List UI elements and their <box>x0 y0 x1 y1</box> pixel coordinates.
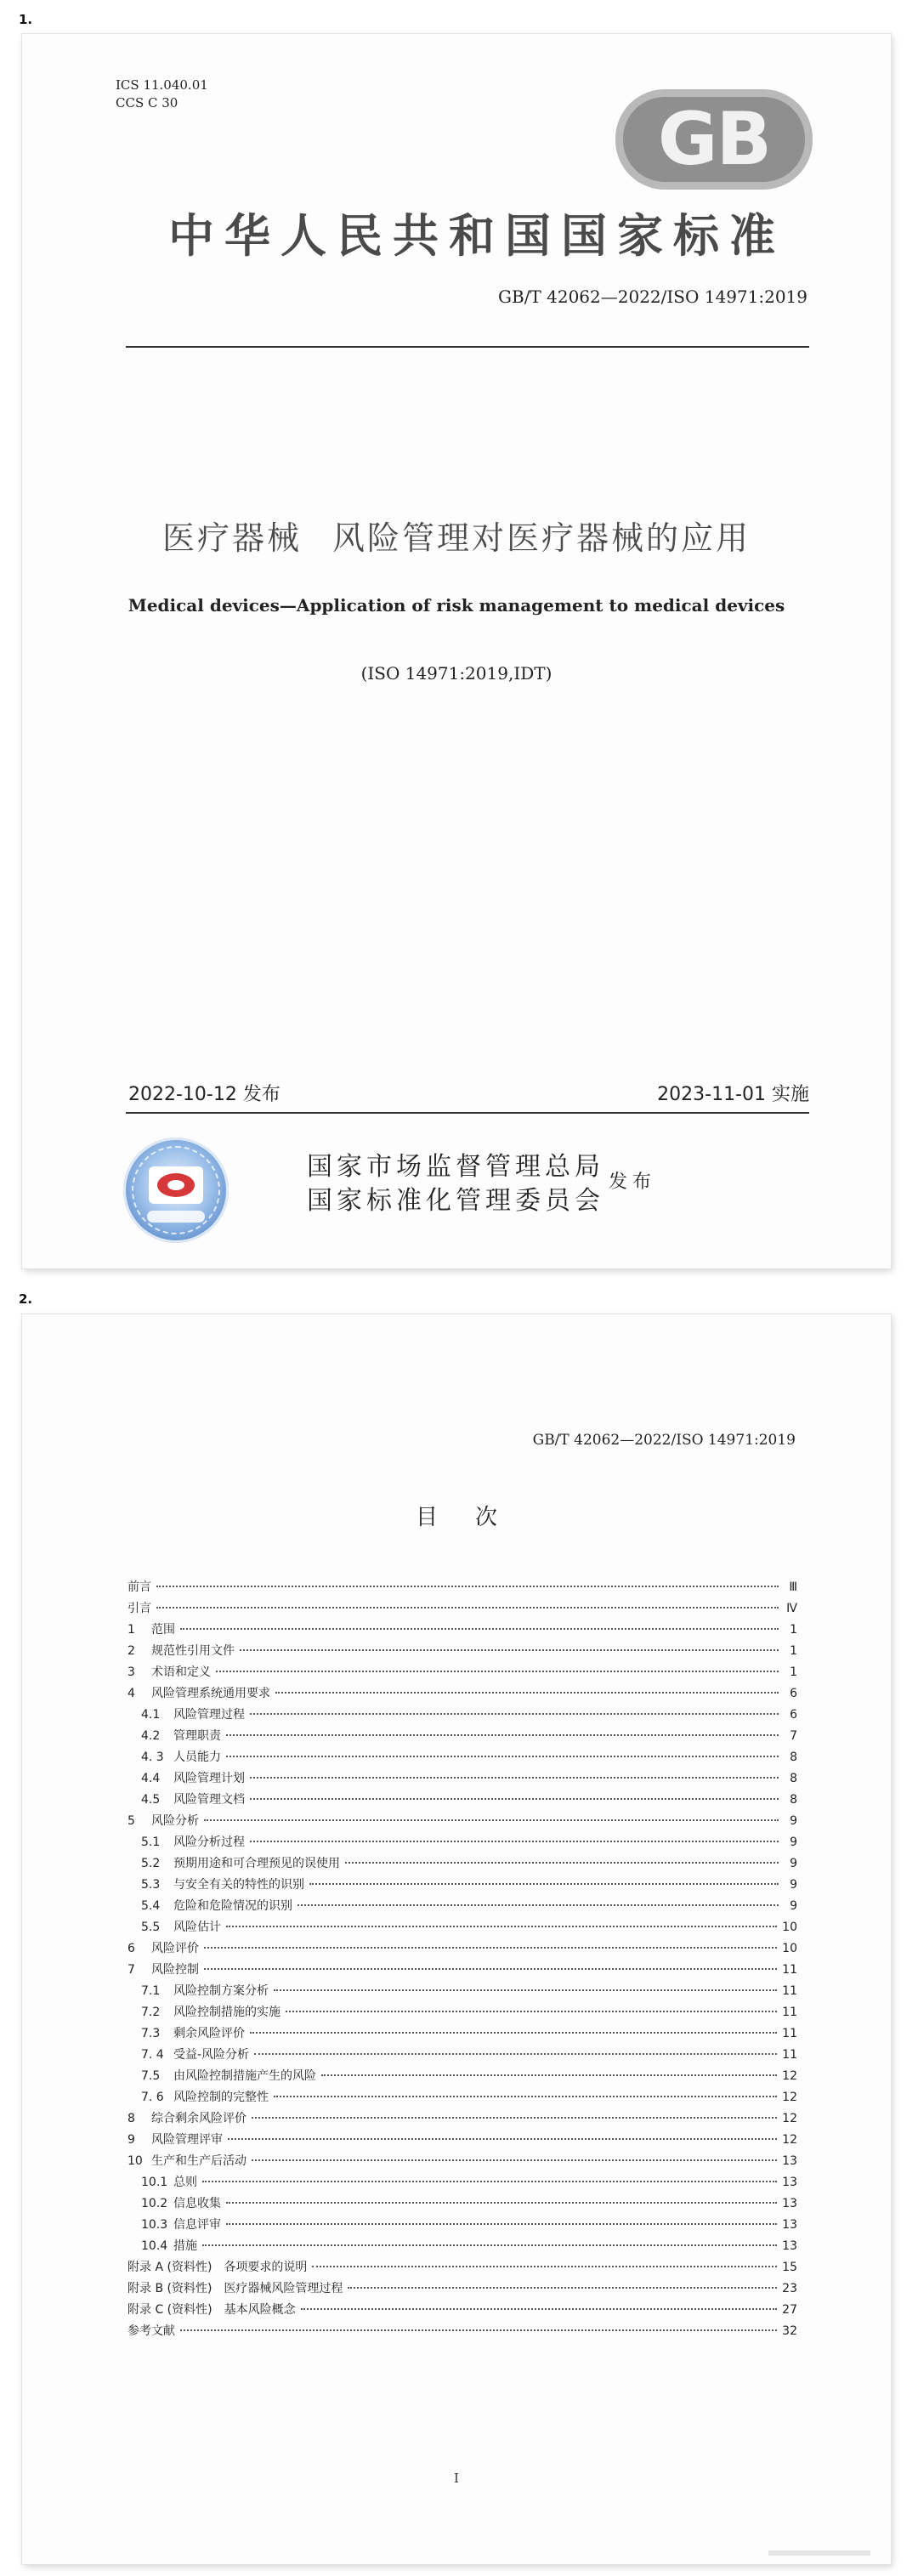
toc-leader-dots <box>250 1777 779 1779</box>
toc-entry-page: 13 <box>782 2218 797 2232</box>
toc-entry[interactable] <box>128 2322 797 2343</box>
toc-leader-dots <box>226 2202 777 2204</box>
toc-entry[interactable] <box>128 2109 797 2131</box>
toc-entry-label: 措施 <box>173 2239 197 2253</box>
toc-leader-dots <box>309 1883 779 1885</box>
toc-entry-number: 7.5 <box>141 2069 161 2083</box>
toc-entry-label: 参考文献 <box>128 2324 175 2338</box>
toc-leader-dots <box>250 1713 779 1715</box>
toc-leader-dots <box>301 2308 778 2310</box>
toc-entry-page: 1 <box>790 1665 797 1679</box>
toc-entry[interactable] <box>128 1982 797 2003</box>
toc-entry-label: 生产和生产后活动 <box>151 2154 246 2168</box>
toc-entry-page: Ⅲ <box>789 1580 797 1594</box>
toc-entry-number: 2 <box>128 1644 135 1658</box>
toc-entry-label: 前言 <box>128 1580 151 1594</box>
toc-leader-dots <box>312 2266 777 2267</box>
toc-entry-number: 4. 3 <box>141 1750 164 1764</box>
publisher-line-1: 国家市场监督管理总局 <box>307 1152 604 1182</box>
toc-leader-dots <box>240 1649 779 1651</box>
toc-entry[interactable] <box>128 1684 797 1705</box>
toc-leader-dots <box>250 1841 779 1842</box>
table-of-contents <box>128 1578 797 2343</box>
toc-entry-number: 7 <box>128 1963 135 1977</box>
toc-entry-page: 11 <box>782 2027 797 2040</box>
title-part-2: 风险管理对医疗器械的应用 <box>332 519 751 557</box>
toc-leader-dots <box>204 1819 779 1821</box>
page-label-2: 2. <box>19 1291 33 1307</box>
toc-entry-label: 风险管理评审 <box>151 2133 223 2147</box>
toc-entry-page: 15 <box>782 2261 797 2274</box>
toc-entry[interactable] <box>128 2194 797 2216</box>
toc-entry[interactable] <box>128 2301 797 2322</box>
implementation-date: 2023-11-01 实施 <box>657 1084 809 1105</box>
issue-date: 2022-10-12 发布 <box>128 1084 280 1105</box>
toc-leader-dots <box>275 1692 779 1694</box>
toc-leader-dots <box>226 1734 779 1736</box>
toc-entry-page: 9 <box>790 1899 797 1913</box>
toc-leader-dots <box>345 1862 779 1864</box>
bottom-divider <box>126 1112 809 1114</box>
toc-entry-number: 5.5 <box>141 1921 161 1934</box>
toc-entry-label: 风险评价 <box>151 1942 199 1955</box>
toc-entry-label: 危险和危险情况的识别 <box>173 1899 292 1913</box>
gb-logo <box>615 89 813 190</box>
toc-entry-number: 5.2 <box>141 1857 161 1870</box>
toc-entry-label: 风险管理系统通用要求 <box>151 1687 270 1700</box>
toc-entry-page: 13 <box>782 2176 797 2189</box>
toc-leader-dots <box>204 1968 777 1970</box>
toc-entry-number: 5 <box>128 1814 135 1828</box>
toc-entry-number: 1 <box>128 1623 135 1637</box>
toc-entry-number: 10 <box>128 2154 143 2168</box>
toc-entry[interactable] <box>128 2152 797 2173</box>
toc-leader-dots <box>252 2159 777 2161</box>
toc-entry-page: 13 <box>782 2197 797 2210</box>
toc-entry-label: 附录 B (资料性) 医疗器械风险管理过程 <box>128 2282 343 2295</box>
document-title-cn <box>22 512 891 559</box>
toc-standard-number: GB/T 42062—2022/ISO 14971:2019 <box>532 1432 796 1449</box>
toc-entry[interactable] <box>128 1727 797 1748</box>
toc-entry-number: 5.1 <box>141 1836 161 1849</box>
toc-entry-label: 风险管理计划 <box>173 1772 245 1785</box>
toc-entry[interactable] <box>128 2216 797 2237</box>
toc-entry-number: 4.4 <box>141 1772 161 1785</box>
toc-entry-page: 13 <box>782 2239 797 2253</box>
toc-entry[interactable] <box>128 2024 797 2045</box>
ccs-code: CCS C 30 <box>116 95 178 111</box>
toc-leader-dots <box>254 2053 777 2055</box>
toc-entry-number: 10.3 <box>141 2218 168 2232</box>
toc-entry[interactable] <box>128 2131 797 2152</box>
toc-entry-label: 风险控制的完整性 <box>173 2091 269 2104</box>
toc-entry-page: 11 <box>782 2048 797 2062</box>
toc-entry-number: 9 <box>128 2133 135 2147</box>
toc-entry-page: 23 <box>782 2282 797 2295</box>
document-title-en: Medical devices—Application of risk management to medical devices <box>128 595 785 616</box>
toc-page <box>22 1314 891 2564</box>
toc-entry-page: 8 <box>790 1772 797 1785</box>
toc-entry-label: 人员能力 <box>173 1750 221 1764</box>
toc-entry-number: 10.2 <box>141 2197 168 2210</box>
page-number: I <box>454 2471 459 2486</box>
toc-entry[interactable] <box>128 1642 797 1663</box>
toc-entry[interactable] <box>128 1833 797 1854</box>
toc-entry-number: 5.3 <box>141 1878 161 1892</box>
toc-leader-dots <box>274 1989 777 1991</box>
toc-leader-dots <box>180 1628 779 1630</box>
standard-number: GB/T 42062—2022/ISO 14971:2019 <box>498 287 808 307</box>
toc-entry-label: 范围 <box>151 1623 175 1637</box>
toc-heading: 目次 <box>415 1505 535 1530</box>
toc-entry-label: 风险管理文档 <box>173 1793 245 1807</box>
page-label-1: 1. <box>19 12 33 27</box>
toc-entry-page: 11 <box>782 1963 797 1977</box>
toc-leader-dots <box>252 2117 777 2119</box>
toc-entry-page: 12 <box>782 2069 797 2083</box>
toc-entry-label: 风险控制方案分析 <box>173 1984 269 1998</box>
toc-entry-page: 9 <box>790 1836 797 1849</box>
toc-entry-page: 10 <box>782 1942 797 1955</box>
toc-entry-page: 8 <box>790 1793 797 1807</box>
toc-leader-dots <box>226 1756 779 1757</box>
toc-entry-page: 10 <box>782 1921 797 1934</box>
toc-entry-label: 由风险控制措施产生的风险 <box>173 2069 316 2083</box>
toc-entry[interactable] <box>128 1620 797 1642</box>
toc-entry-number: 3 <box>128 1665 135 1679</box>
toc-leader-dots <box>156 1607 779 1609</box>
toc-entry-label: 术语和定义 <box>151 1665 211 1679</box>
toc-leader-dots <box>204 1947 777 1949</box>
toc-entry[interactable] <box>128 1663 797 1684</box>
toc-entry-label: 剩余风险评价 <box>173 2027 245 2040</box>
toc-entry-page: 1 <box>790 1644 797 1658</box>
toc-entry[interactable] <box>128 1578 797 1599</box>
toc-entry[interactable] <box>128 2237 797 2258</box>
toc-entry[interactable] <box>128 2045 797 2067</box>
anti-counterfeit-seal-icon <box>123 1138 229 1243</box>
toc-entry-number: 7.3 <box>141 2027 161 2040</box>
toc-leader-dots <box>228 2138 777 2140</box>
publish-word: 发布 <box>609 1172 657 1193</box>
toc-entry-label: 风险控制措施的实施 <box>173 2006 280 2019</box>
toc-entry-number: 7. 4 <box>141 2048 164 2062</box>
toc-entry-number: 4.1 <box>141 1708 161 1722</box>
toc-entry-page: 9 <box>790 1857 797 1870</box>
toc-entry[interactable] <box>128 1960 797 1982</box>
toc-entry-number: 10.4 <box>141 2239 168 2253</box>
toc-entry[interactable] <box>128 1875 797 1897</box>
toc-entry-label: 规范性引用文件 <box>151 1644 235 1658</box>
toc-entry-label: 信息评审 <box>173 2218 221 2232</box>
toc-entry[interactable] <box>128 2088 797 2109</box>
toc-entry-label: 风险控制 <box>151 1963 199 1977</box>
toc-entry-page: 13 <box>782 2154 797 2168</box>
cover-page <box>22 34 891 1268</box>
iso-reference: (ISO 14971:2019,IDT) <box>360 663 552 684</box>
toc-entry-label: 受益-风险分析 <box>173 2048 250 2062</box>
ics-code: ICS 11.040.01 <box>116 77 208 93</box>
toc-entry-label: 风险估计 <box>173 1921 221 1934</box>
toc-entry-page: 7 <box>790 1729 797 1743</box>
toc-entry[interactable] <box>128 1918 797 1939</box>
toc-entry-label: 附录 A (资料性) 各项要求的说明 <box>128 2261 308 2274</box>
top-divider <box>126 346 809 348</box>
toc-leader-dots <box>321 2074 777 2076</box>
toc-entry-page: 6 <box>790 1687 797 1700</box>
toc-entry[interactable] <box>128 2173 797 2194</box>
toc-entry-page: 11 <box>782 2006 797 2019</box>
toc-leader-dots <box>202 2244 777 2246</box>
toc-entry-page: 27 <box>782 2303 797 2317</box>
toc-entry[interactable] <box>128 1812 797 1833</box>
toc-leader-dots <box>216 1671 779 1672</box>
toc-entry-label: 信息收集 <box>173 2197 221 2210</box>
toc-entry-label: 风险管理过程 <box>173 1708 245 1722</box>
toc-leader-dots <box>226 2223 777 2225</box>
toc-leader-dots <box>298 1904 779 1906</box>
toc-entry-page: 9 <box>790 1878 797 1892</box>
title-part-1: 医疗器械 <box>162 519 302 557</box>
classification-codes <box>116 77 208 112</box>
toc-entry[interactable] <box>128 1939 797 1960</box>
toc-entry[interactable] <box>128 1769 797 1790</box>
toc-leader-dots <box>156 1586 779 1587</box>
toc-entry-label: 风险分析过程 <box>173 1836 245 1849</box>
toc-leader-dots <box>180 2329 777 2331</box>
toc-entry[interactable] <box>128 1790 797 1812</box>
toc-entry[interactable] <box>128 2067 797 2088</box>
toc-entry-page: 8 <box>790 1750 797 1764</box>
toc-entry-label: 综合剩余风险评价 <box>151 2112 246 2125</box>
toc-entry-number: 7.2 <box>141 2006 161 2019</box>
toc-entry-page: 6 <box>790 1708 797 1722</box>
toc-leader-dots <box>250 1798 779 1800</box>
toc-leader-dots <box>250 2032 777 2034</box>
toc-entry[interactable] <box>128 1854 797 1875</box>
toc-entry-page: Ⅳ <box>786 1602 797 1615</box>
toc-entry[interactable] <box>128 1599 797 1620</box>
toc-entry[interactable] <box>128 1748 797 1769</box>
gb-logo-text: GB <box>657 97 771 182</box>
toc-leader-dots <box>226 1926 777 1927</box>
toc-entry-number: 4.5 <box>141 1793 161 1807</box>
toc-leader-dots <box>286 2011 777 2012</box>
toc-entry[interactable] <box>128 1897 797 1918</box>
toc-entry-page: 12 <box>782 2133 797 2147</box>
toc-leader-dots <box>202 2181 777 2182</box>
toc-entry-label: 附录 C (资料性) 基本风险概念 <box>128 2303 296 2317</box>
toc-entry-label: 管理职责 <box>173 1729 221 1743</box>
toc-entry-label: 与安全有关的特性的识别 <box>173 1878 304 1892</box>
toc-entry-number: 10.1 <box>141 2176 168 2189</box>
toc-entry-label: 引言 <box>128 1602 151 1615</box>
toc-entry-label: 预期用途和可合理预见的误使用 <box>173 1857 340 1870</box>
toc-entry-page: 32 <box>782 2324 797 2338</box>
toc-entry[interactable] <box>128 2258 797 2279</box>
toc-entry-page: 9 <box>790 1814 797 1828</box>
toc-entry-label: 总则 <box>173 2176 197 2189</box>
toc-entry[interactable] <box>128 2003 797 2024</box>
toc-entry-page: 1 <box>790 1623 797 1637</box>
toc-entry-number: 4.2 <box>141 1729 161 1743</box>
toc-entry-page: 11 <box>782 1984 797 1998</box>
toc-leader-dots <box>274 2096 777 2097</box>
toc-entry[interactable] <box>128 1705 797 1727</box>
toc-entry[interactable] <box>128 2279 797 2301</box>
watermark-strip <box>768 2550 870 2556</box>
toc-entry-page: 12 <box>782 2091 797 2104</box>
publisher-line-2: 国家标准化管理委员会 <box>307 1186 604 1216</box>
toc-entry-number: 6 <box>128 1942 135 1955</box>
toc-entry-number: 8 <box>128 2112 135 2125</box>
publisher <box>307 1150 604 1218</box>
toc-entry-number: 7.1 <box>141 1984 161 1998</box>
toc-entry-number: 4 <box>128 1687 135 1700</box>
toc-entry-label: 风险分析 <box>151 1814 199 1828</box>
national-standard-title: 中华人民共和国国家标准 <box>168 209 785 263</box>
toc-entry-page: 12 <box>782 2112 797 2125</box>
toc-entry-number: 7. 6 <box>141 2091 164 2104</box>
toc-leader-dots <box>348 2287 777 2289</box>
toc-entry-number: 5.4 <box>141 1899 161 1913</box>
